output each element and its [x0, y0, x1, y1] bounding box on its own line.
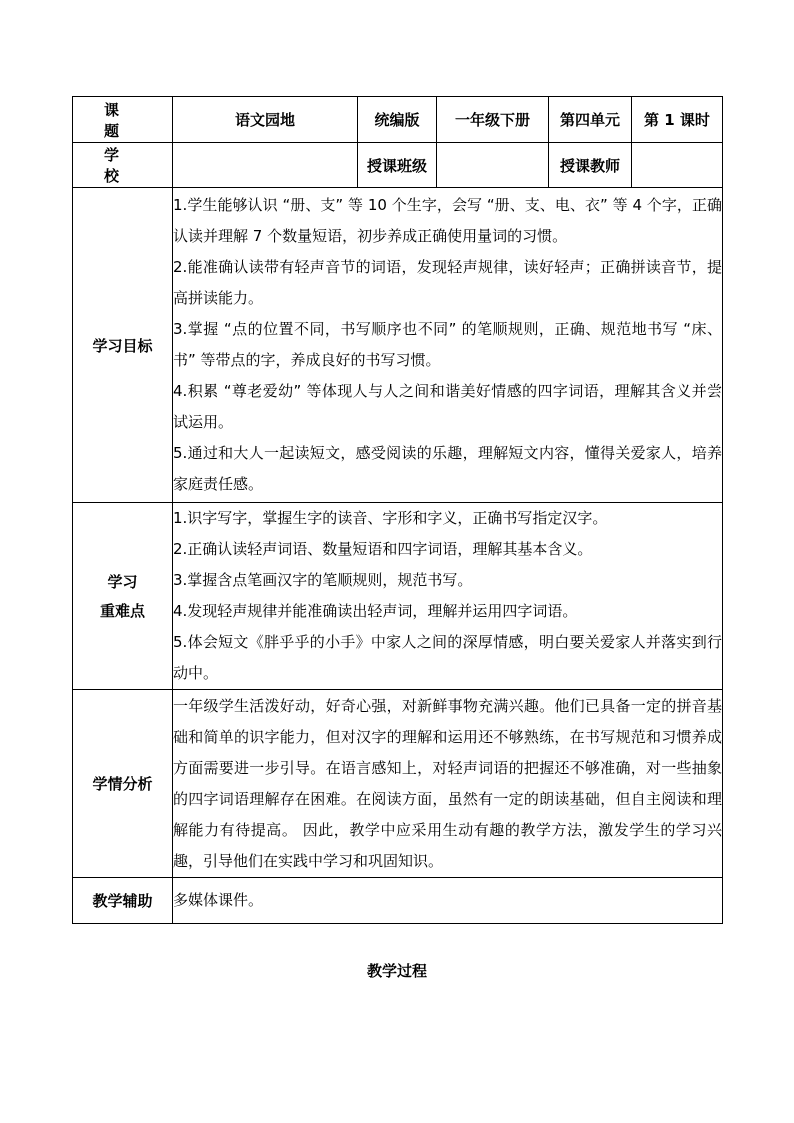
key-point-item: 2.正确认读轻声词语、数量短语和四字词语，理解其基本含义。 [173, 540, 593, 558]
key-point-item: 4.发现轻声规律并能准确读出轻声词，理解并运用四字词语。 [173, 602, 578, 620]
section-title: 教学过程 [366, 962, 427, 980]
analysis-content [173, 690, 723, 878]
header-row [73, 97, 723, 143]
aids-content: 多媒体课件。 [173, 878, 723, 924]
analysis-text: 一年级学生活泼好动，好奇心强，对新鲜事物充满兴趣。他们已具备一定的拼音基础和简单的识字能力，但对汉字的理解和运用还不够熟练，在书写规范和习惯养成方面需要进一步引导。在语言感知上，对轻声词语的把握还不够准确，对一些抽象的四字词语理解存在困难。在阅读方面，虽然有一定的朗读基础，但自主阅读和理解能力有待提高。 因此，教学中应采用生动有趣的教学方法，激发学生的学习兴趣，引导他们在实践中学习和巩固知识。 [173, 696, 722, 870]
key-points-label-line2: 重难点 [99, 602, 145, 620]
key-point-item: 3.掌握含点笔画汉字的笔顺规则，规范书写。 [173, 571, 473, 589]
school-value [173, 143, 358, 188]
topic-label: 课 题 [73, 97, 173, 143]
objective-item: 1.学生能够认识 “册、支” 等 10 个生字，会写 “册、支、电、衣” 等 4 个字，正确认读并理解 7 个数量短语，初步养成正确使用量词的习惯。 [173, 196, 722, 245]
class-label: 授课班级 [358, 143, 437, 188]
objectives-row [73, 188, 723, 503]
objective-item: 5.通过和大人一起读短文，感受阅读的乐趣，理解短文内容，懂得关爱家人，培养家庭责任感。 [173, 444, 722, 493]
edition-value: 统编版 [358, 97, 437, 143]
key-points-content [173, 503, 723, 690]
topic-value: 语文园地 [173, 97, 358, 143]
class-value [437, 143, 549, 188]
school-label: 学 校 [73, 143, 173, 188]
aids-label: 教学辅助 [73, 878, 173, 924]
objectives-label: 学习目标 [73, 188, 173, 503]
teacher-value [632, 143, 723, 188]
objective-item: 2.能准确认读带有轻声音节的词语，发现轻声规律，读好轻声；正确拼读音节，提高拼读能力。 [173, 258, 722, 307]
aids-row [73, 878, 723, 924]
analysis-row [73, 690, 723, 878]
objectives-content [173, 188, 723, 503]
period-value: 第 1 课时 [632, 97, 723, 143]
teacher-label: 授课教师 [549, 143, 632, 188]
key-points-label [73, 503, 173, 690]
unit-value: 第四单元 [549, 97, 632, 143]
key-point-item: 1.识字写字，掌握生字的读音、字形和字义，正确书写指定汉字。 [173, 509, 608, 527]
objective-item: 4.积累 “尊老爱幼” 等体现人与人之间和谐美好情感的四字词语，理解其含义并尝试运用。 [173, 382, 722, 431]
objective-item: 3.掌握 “点的位置不同，书写顺序也不同” 的笔顺规则，正确、规范地书写 “床、书” 等带点的字，养成良好的书写习惯。 [173, 320, 722, 369]
key-points-row [73, 503, 723, 690]
analysis-label: 学情分析 [73, 690, 173, 878]
school-row [73, 143, 723, 188]
lesson-plan-table [72, 96, 723, 924]
grade-value: 一年级下册 [437, 97, 549, 143]
key-points-label-line1: 学习 [107, 573, 138, 591]
key-point-item: 5.体会短文《胖乎乎的小手》中家人之间的深厚情感，明白要关爱家人并落实到行动中。 [173, 633, 722, 682]
